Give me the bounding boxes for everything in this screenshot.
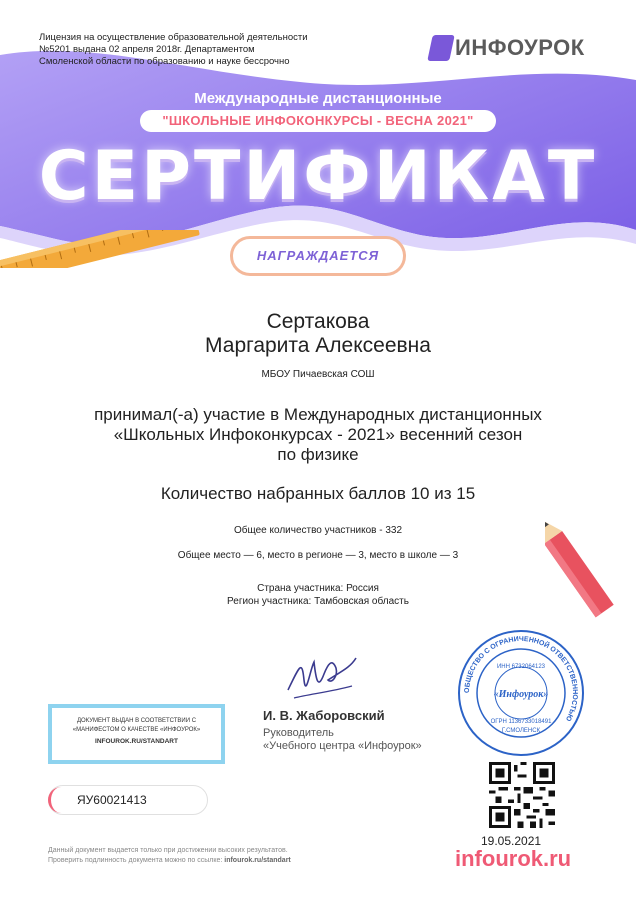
signer-role <box>263 727 422 753</box>
region-text: Регион участника: Тамбовская область <box>227 596 409 607</box>
license-line: Лицензия на осуществление образовательной деятельности <box>39 32 308 43</box>
stamp-ring-text: ОБЩЕСТВО С ОГРАНИЧЕННОЙ ОТВЕТСТВЕННОСТЬЮ <box>463 635 579 723</box>
recipient-name <box>0 310 636 358</box>
license-text <box>39 32 329 68</box>
recipient-surname: Сертакова <box>266 310 370 333</box>
company-stamp <box>456 628 586 758</box>
qr-code-icon[interactable] <box>489 762 555 828</box>
site-link[interactable]: infourok.ru <box>455 846 572 871</box>
footer-line-prefix: Проверить подлинность документа можно по ссылке: <box>48 857 225 864</box>
standard-line: ДОКУМЕНТ ВЫДАН В СООТВЕТСТВИИ С <box>76 718 197 724</box>
participation-line: принимал(-а) участие в Международных дистанционных <box>94 405 542 424</box>
logo-mark-icon <box>427 35 455 61</box>
place-text: Общее место — 6, место в регионе — 3, место в школе — 3 <box>177 550 459 561</box>
participation-line: «Школьных Инфоконкурсах - 2021» весенний сезон <box>113 425 523 444</box>
logo-text: ИНФОУРОК <box>455 35 585 60</box>
ruler-icon <box>0 230 210 268</box>
serial-accent <box>48 787 68 813</box>
stamp-ogrn: ОГРН 1136733018491 <box>490 719 552 725</box>
signer-name: И. В. Жаборовский <box>263 708 385 723</box>
footer-note <box>48 846 291 866</box>
recipient-school: МБОУ Пичаевская СОШ <box>261 369 375 380</box>
awarded-badge: НАГРАЖДАЕТСЯ <box>230 236 406 276</box>
participants-count: Общее количество участников - 332 <box>233 525 403 536</box>
participation-text <box>0 405 636 465</box>
license-line: Смоленской области по образованию и науке бессрочно <box>39 56 290 67</box>
license-line: №5201 выдана 02 апреля 2018г. Департаментом <box>39 44 255 55</box>
signer-role-line: Руководитель <box>263 727 334 739</box>
footer-verify-link[interactable]: infourok.ru/standart <box>224 857 291 864</box>
stamp-inn: ИНН 6732064123 <box>496 664 546 670</box>
participant-location <box>0 582 636 608</box>
standard-line: «МАНИФЕСТОМ О КАЧЕСТВЕ «ИНФОУРОК» <box>72 727 201 733</box>
quality-standard-box <box>48 704 225 764</box>
issue-date: 19.05.2021 <box>481 834 542 848</box>
certificate-title: СЕРТИФИКАТ <box>38 137 598 216</box>
stamp-city: Г.СМОЛЕНСК <box>501 728 541 734</box>
recipient-given-names: Маргарита Алексеевна <box>205 334 431 357</box>
contest-name-badge: "ШКОЛЬНЫЕ ИНФОКОНКУРСЫ - ВЕСНА 2021" <box>140 110 496 132</box>
serial-number: ЯУ60021413 <box>48 785 208 815</box>
standard-link[interactable]: INFOUROK.RU/STANDART <box>95 738 178 745</box>
intl-title: Международные дистанционные <box>194 90 442 107</box>
score-text: Количество набранных баллов 10 из 15 <box>160 484 476 503</box>
signature-icon <box>280 650 360 710</box>
participation-line: по физике <box>277 445 359 464</box>
infourok-logo <box>420 26 605 70</box>
stamp-center-text: «Инфоурок» <box>493 689 549 700</box>
signer-role-line: «Учебного центра «Инфоурок» <box>263 740 422 752</box>
country-text: Страна участника: Россия <box>257 583 379 594</box>
footer-line <box>48 856 291 866</box>
footer-line: Данный документ выдается только при достижении высоких результатов. <box>48 847 288 854</box>
